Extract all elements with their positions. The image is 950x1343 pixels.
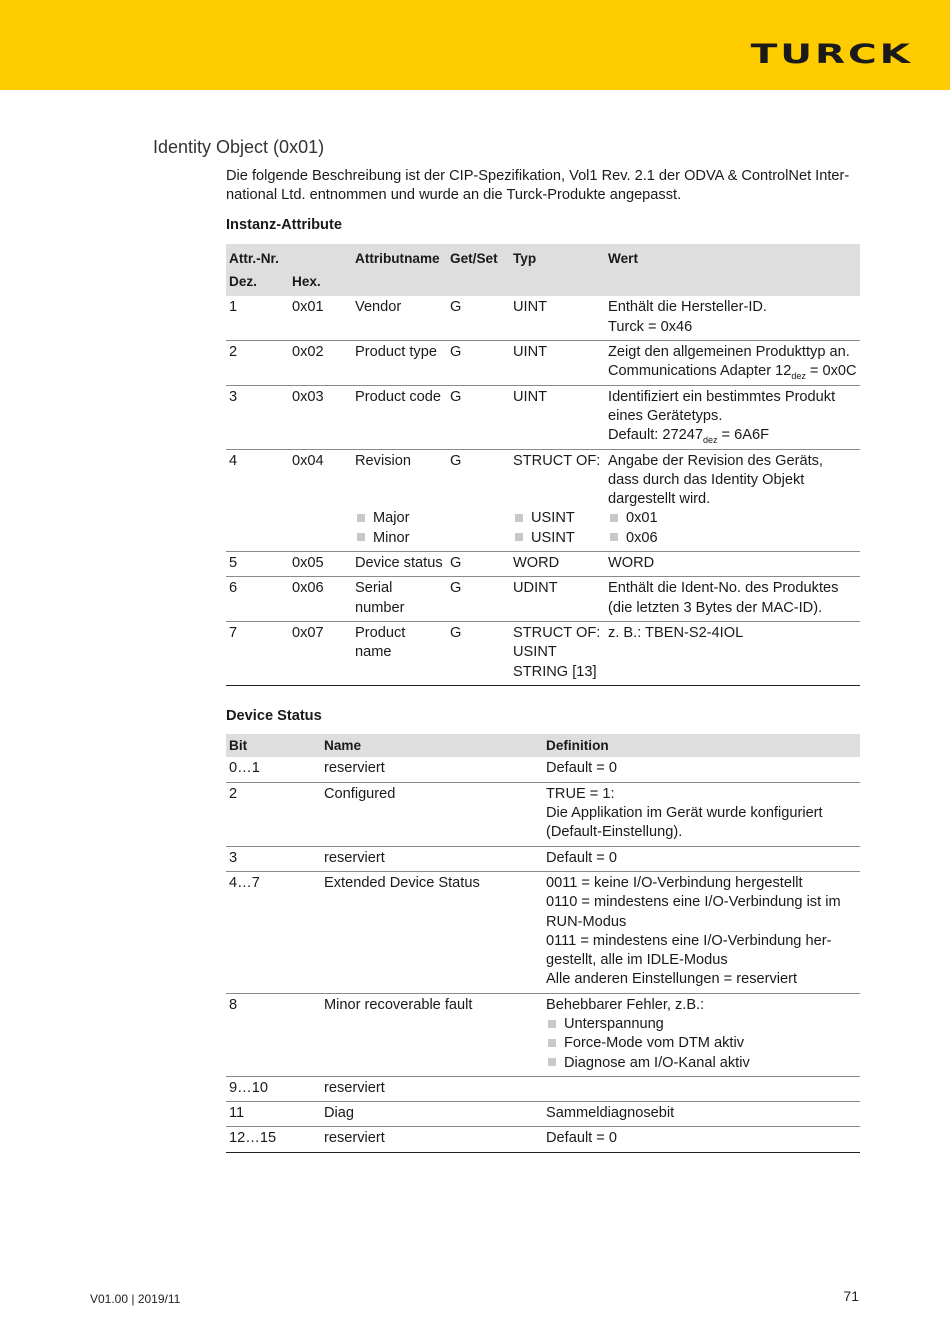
cell-wert: WORD	[605, 552, 860, 577]
cell-getset: G	[447, 341, 510, 386]
col-definition: Definition	[543, 734, 860, 757]
cell-bit: 4…7	[226, 871, 321, 993]
cell-name: Minor recoverable fault	[321, 993, 543, 1076]
table-row	[226, 1076, 860, 1101]
table-row	[226, 782, 860, 846]
instance-attribute-table	[226, 244, 860, 686]
intro-paragraph: Die folgende Beschreibung ist der CIP-Spezifikation, Vol1 Rev. 2.1 der ODVA & ControlNet Inter-national Ltd. entnommen und wurde an die Turck-Produkte angepasst.	[226, 168, 850, 204]
cell-getset: G	[447, 552, 510, 577]
bullet-text: USINT	[531, 510, 575, 527]
col-wert: Wert	[605, 244, 860, 270]
cell-definition	[543, 993, 860, 1076]
cell-typ	[510, 621, 605, 685]
cell-dez: 7	[226, 621, 289, 685]
bullet-item	[546, 1034, 857, 1053]
bullet-square-icon	[548, 1058, 556, 1066]
bullet-item	[355, 529, 444, 548]
cell-typ	[510, 449, 605, 551]
bullet-text: 0x06	[626, 529, 658, 546]
cell-definition	[543, 871, 860, 993]
definition-line: TRUE = 1:	[546, 785, 615, 802]
table-row	[226, 621, 860, 685]
col-typ: Typ	[510, 244, 605, 270]
table-row	[226, 577, 860, 622]
cell-wert	[605, 449, 860, 551]
cell-hex: 0x02	[289, 341, 352, 386]
bullet-item	[513, 509, 602, 528]
cell-dez: 5	[226, 552, 289, 577]
cell-name: Extended Device Status	[321, 871, 543, 993]
col-hex: Hex.	[289, 270, 352, 296]
cell-definition: Sammeldiagnosebit	[543, 1102, 860, 1127]
cell-hex: 0x01	[289, 296, 352, 340]
cell-definition: Default = 0	[543, 1127, 860, 1152]
definition-line: Alle anderen Einstellungen = reserviert	[546, 971, 798, 988]
table-row	[226, 846, 860, 871]
cell-hex: 0x07	[289, 621, 352, 685]
wert-text: = 6A6F	[717, 427, 769, 444]
cell-dez: 4	[226, 449, 289, 551]
cell-bit: 9…10	[226, 1076, 321, 1101]
page-number: 71	[843, 1288, 859, 1304]
cell-dez: 1	[226, 296, 289, 340]
typ-text: STRUCT OF:	[513, 452, 601, 469]
col-get-set: Get/Set	[447, 244, 510, 270]
bullet-item	[546, 1054, 857, 1073]
definition-line: 0011 = keine I/O-Verbindung hergestellt	[546, 874, 803, 891]
bullet-item	[546, 1015, 857, 1034]
table-row	[226, 757, 860, 782]
bullet-square-icon	[610, 533, 618, 541]
cell-hex: 0x05	[289, 552, 352, 577]
table-row	[226, 552, 860, 577]
bullet-text: Unterspannung	[564, 1015, 664, 1032]
table-header-row	[226, 244, 860, 270]
wert-text: = 0x0C	[805, 363, 857, 380]
col-attributname: Attributname	[352, 244, 447, 270]
bullet-square-icon	[610, 514, 618, 522]
cell-name: Vendor	[352, 296, 447, 340]
section-title: Identity Object (0x01)	[153, 137, 325, 157]
cell-hex: 0x03	[289, 385, 352, 449]
definition-line: Die Applikation im Gerät wurde konfiguriert (Default-Einstellung).	[546, 805, 823, 841]
typ-line: USINT	[513, 644, 557, 661]
table-row	[226, 296, 860, 340]
wert-line: Turck = 0x46	[608, 318, 693, 335]
bullet-text: Diagnose am I/O-Kanal aktiv	[564, 1054, 750, 1071]
col-bit: Bit	[226, 734, 321, 757]
cell-bit: 3	[226, 846, 321, 871]
cell-name: reserviert	[321, 1127, 543, 1152]
header-band	[0, 0, 950, 90]
bullet-item	[513, 529, 602, 548]
cell-definition	[543, 782, 860, 846]
cell-dez: 2	[226, 341, 289, 386]
cell-name: Serial number	[352, 577, 447, 622]
cell-dez: 3	[226, 385, 289, 449]
wert-subscript: dez	[791, 371, 806, 382]
bullet-text: Major	[373, 510, 410, 527]
cell-hex: 0x04	[289, 449, 352, 551]
bullet-square-icon	[548, 1039, 556, 1047]
cell-name: Device status	[352, 552, 447, 577]
table-row	[226, 1127, 860, 1152]
table-row	[226, 1102, 860, 1127]
bullet-text: USINT	[531, 529, 575, 546]
cell-typ: UINT	[510, 341, 605, 386]
cell-definition	[543, 1076, 860, 1101]
col-name: Name	[321, 734, 543, 757]
cell-getset: G	[447, 449, 510, 551]
definition-line: 0110 = mindestens eine I/O-Verbindung ist im RUN-Modus	[546, 894, 841, 930]
cell-wert	[605, 341, 860, 386]
name-text: Revision	[355, 452, 411, 469]
wert-line: Identifiziert ein bestimmtes Produkt eines Gerätetyps.	[608, 388, 836, 424]
cell-name: Product code	[352, 385, 447, 449]
cell-hex: 0x06	[289, 577, 352, 622]
wert-line	[608, 426, 857, 445]
table-row	[226, 449, 860, 551]
cell-name: reserviert	[321, 846, 543, 871]
cell-typ: WORD	[510, 552, 605, 577]
typ-line: STRUCT OF:	[513, 624, 601, 641]
cell-name: reserviert	[321, 1076, 543, 1101]
content	[226, 167, 860, 1153]
table-header-row	[226, 734, 860, 757]
wert-subscript: dez	[702, 435, 718, 446]
cell-typ: UDINT	[510, 577, 605, 622]
wert-line: Enthält die Hersteller-ID.	[608, 299, 767, 316]
cell-name: Diag	[321, 1102, 543, 1127]
cell-typ: UINT	[510, 385, 605, 449]
cell-getset: G	[447, 577, 510, 622]
cell-name: Configured	[321, 782, 543, 846]
cell-wert: Enthält die Ident-No. des Produktes (die letzten 3 Bytes der MAC-ID).	[605, 577, 860, 622]
cell-name: reserviert	[321, 757, 543, 782]
col-attr-nr: Attr.-Nr.	[226, 244, 352, 270]
table-row	[226, 385, 860, 449]
bullet-text: Minor	[373, 529, 410, 546]
footer-version: V01.00 | 2019/11	[90, 1292, 181, 1306]
cell-typ: UINT	[510, 296, 605, 340]
table-subheader-row	[226, 270, 860, 296]
cell-bit: 11	[226, 1102, 321, 1127]
bullet-item	[608, 529, 857, 548]
wert-text: Zeigt den allgemeinen Produkttyp an. Communications Adapter 12	[608, 344, 850, 380]
wert-text: Angabe der Revision des Geräts, dass durch das Identity Objekt dargestellt wird.	[608, 452, 823, 508]
cell-getset: G	[447, 296, 510, 340]
wert-text: Default: 27247	[608, 427, 703, 444]
cell-name	[352, 449, 447, 551]
col-dez: Dez.	[226, 270, 289, 296]
bullet-text: Force-Mode vom DTM aktiv	[564, 1035, 745, 1052]
instance-heading: Instanz-Attribute	[226, 216, 342, 233]
table-row	[226, 341, 860, 386]
definition-line: 0111 = mindestens eine I/O-Verbindung her-gestellt, alle im IDLE-Modus	[546, 932, 832, 969]
cell-wert	[605, 296, 860, 340]
cell-bit: 2	[226, 782, 321, 846]
cell-getset: G	[447, 621, 510, 685]
cell-definition: Default = 0	[543, 846, 860, 871]
device-status-table	[226, 734, 860, 1153]
bullet-text: 0x01	[626, 510, 658, 527]
cell-wert	[605, 385, 860, 449]
bullet-square-icon	[515, 514, 523, 522]
cell-wert: z. B.: TBEN-S2-4IOL	[605, 621, 860, 685]
table-row	[226, 993, 860, 1076]
bullet-square-icon	[515, 533, 523, 541]
bullet-square-icon	[357, 514, 365, 522]
definition-line: Behebbarer Fehler, z.B.:	[546, 996, 705, 1013]
cell-dez: 6	[226, 577, 289, 622]
device-status-heading: Device Status	[226, 707, 322, 724]
bullet-item	[355, 509, 444, 528]
cell-bit: 8	[226, 993, 321, 1076]
cell-bit: 0…1	[226, 757, 321, 782]
bullet-item	[608, 509, 857, 528]
turck-logo: TURCK	[750, 39, 913, 70]
bullet-square-icon	[548, 1020, 556, 1028]
typ-line: STRING [13]	[513, 663, 597, 680]
cell-getset: G	[447, 385, 510, 449]
bullet-square-icon	[357, 533, 365, 541]
cell-name: Product type	[352, 341, 447, 386]
cell-definition: Default = 0	[543, 757, 860, 782]
cell-name: Product name	[352, 621, 447, 685]
table-row	[226, 871, 860, 993]
cell-bit: 12…15	[226, 1127, 321, 1152]
